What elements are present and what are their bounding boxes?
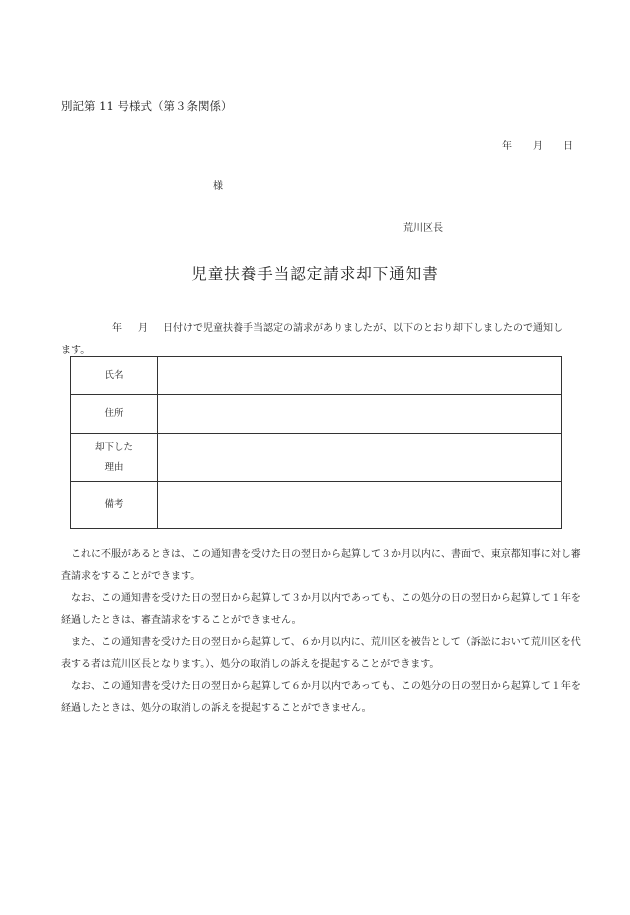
- table-row-reason: [71, 434, 562, 482]
- table-row-address: [71, 395, 562, 434]
- note-paragraph: なお、この通知書を受けた日の翌日から起算して６か月以内であっても、この処分の日の翌日から起算して１年を経過したときは、処分の取消しの訴えを提起することができません。: [61, 681, 581, 714]
- note-paragraph: また、この通知書を受けた日の翌日から起算して、６か月以内に、荒川区を被告として（訴訟において荒川区を代表する者は荒川区長となります。）、処分の取消しの訴えを提起することができます。: [61, 637, 581, 670]
- issue-date-month: 月: [533, 141, 543, 152]
- issue-date-day: 日: [563, 141, 573, 152]
- appeal-notes: [61, 544, 586, 720]
- info-table: [70, 356, 562, 529]
- intro-year: 年: [112, 323, 122, 334]
- name-value: [158, 357, 562, 395]
- address-label: 住所: [71, 395, 158, 434]
- document-title: 児童扶養手当認定請求却下通知書: [191, 265, 439, 283]
- sender-name: 荒川区長: [403, 223, 443, 234]
- note-paragraph: なお、この通知書を受けた日の翌日から起算して３か月以内であっても、この処分の日の翌日から起算して１年を経過したときは、審査請求をすることができません。: [61, 593, 581, 626]
- reason-label-line-2: 理由: [104, 461, 124, 473]
- reason-label: [71, 434, 158, 482]
- recipient-suffix: 様: [213, 181, 223, 192]
- intro-month: 月: [138, 323, 148, 334]
- intro-line-2: ます。: [61, 345, 91, 356]
- reason-label-line-1: 却下した: [94, 441, 133, 453]
- intro-text: 日付けで児童扶養手当認定の請求がありましたが、以下のとおり却下しましたので通知し: [163, 323, 563, 334]
- remarks-label: 備考: [71, 482, 158, 529]
- reason-value: [158, 434, 562, 482]
- name-label: 氏名: [71, 357, 158, 395]
- issue-date-year: 年: [502, 141, 512, 152]
- form-number: 別記第 11 号様式（第３条関係）: [61, 99, 233, 113]
- remarks-value: [158, 482, 562, 529]
- address-value: [158, 395, 562, 434]
- table-row-remarks: [71, 482, 562, 529]
- table-row-name: [71, 357, 562, 395]
- note-paragraph: これに不服があるときは、この通知書を受けた日の翌日から起算して３か月以内に、書面で、東京都知事に対し審査請求をすることができます。: [61, 549, 581, 582]
